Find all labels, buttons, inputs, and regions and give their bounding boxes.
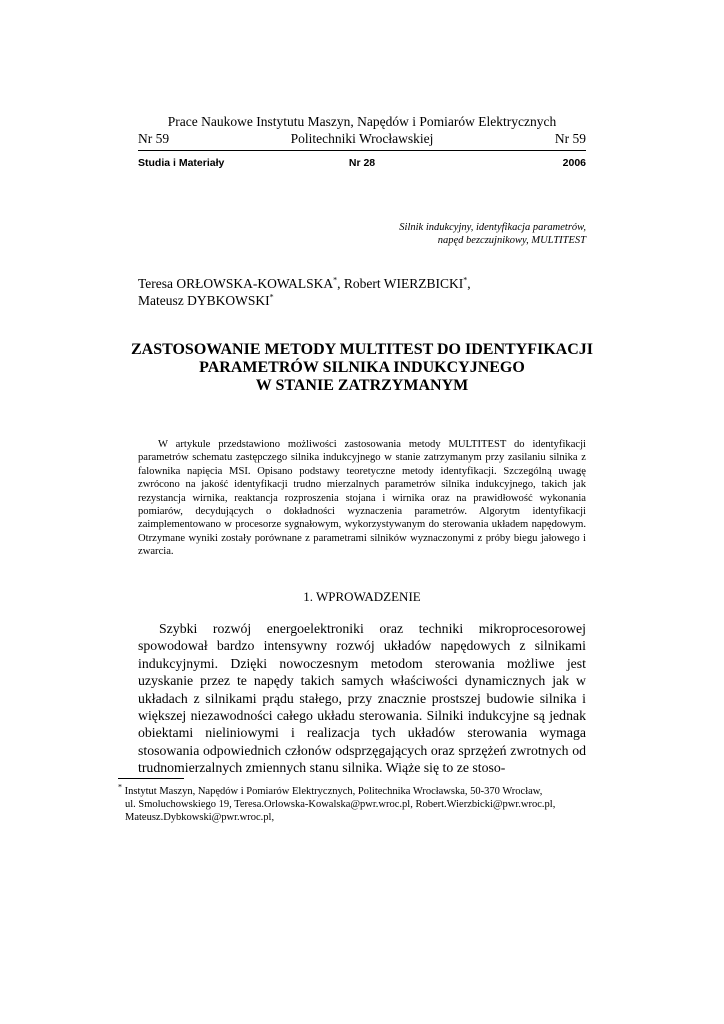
title-line: ZASTOSOWANIE METODY MULTITEST DO IDENTYFIKACJI [130,341,594,358]
footnote-rule [118,778,184,779]
affiliation-mark: * [463,275,468,285]
author-name: Mateusz DYBKOWSKI [138,293,270,308]
keywords-line: Silnik indukcyjny, identyfikacja parametrów, [399,222,586,233]
series-label: Studia i Materiały [138,157,225,169]
issue-number-left: Nr 59 [138,131,170,146]
footnote-line: Mateusz.Dybkowski@pwr.wroc.pl, [125,812,275,824]
title-line: W STANIE ZATRZYMANYM [255,377,469,394]
series-year: 2006 [562,157,586,169]
section-heading: 1. WPROWADZENIE [303,589,421,604]
series-number: Nr 28 [348,157,376,169]
author-separator: , [467,276,471,291]
author-line-2 [138,292,586,309]
footnote-mark: * [118,782,122,792]
journal-title-line2: Politechniki Wrocławskiej [290,131,434,146]
affiliation-mark: * [269,292,274,302]
keywords-line: napęd bezczujnikowy, MULTITEST [437,235,586,246]
footnote [118,782,598,825]
author-list [138,275,586,309]
author-name: Robert WIERZBICKI [343,276,464,291]
title-line: PARAMETRÓW SILNIKA INDUKCYJNEGO [199,359,525,376]
footnote-line: ul. Smoluchowskiego 19, Teresa.Orlowska-Kowalska@pwr.wroc.pl, Robert.Wierzbicki@pwr.wroc.pl, [125,799,556,811]
journal-title-line1: Prace Naukowe Instytutu Maszyn, Napędów i Pomiarów Elektrycznych [167,114,557,129]
issue-number-right: Nr 59 [554,131,586,146]
keywords [300,221,586,247]
abstract: W artykule przedstawiono możliwości zastosowania metody MULTITEST do identyfikacji parametrów schematu zastępczego silnika indukcyjnego w stanie zatrzymanym przy zasilaniu silnika z falownika napięcia MSI. Opisano podstawy teoretyczne metody identyfikacji. Szczególną uwagę zwrócono na jakość identyfikacji trudno mierzalnych parametrów silnika indukcyjnego, takich jak rezystancja wirnika, reaktancja rozproszenia stojana i wirnika oraz na prawidłowość wykonania pomiarów, decydujących o dokładności wyznaczenia parametrów. Algorytm identyfikacji zaimplementowano w procesorze sygnałowym, wykorzystywanym do sterowania układem napędowym. Otrzymane wyniki zostały porównane z parametrami silników wyznaczonymi z próby biegu jałowego i zwarcia. [138,439,586,558]
paper-title [110,341,614,395]
author-name: Teresa ORŁOWSKA-KOWALSKA [138,276,334,291]
section-body-paragraph: Szybki rozwój energoelektroniki oraz techniki mikroprocesorowej spowodował bardzo intensywny rozwój układów napędowych z silnikami indukcyjnymi. Dzięki nowoczesnym metodom sterowania możliwe jest uzyskanie przez te napędy takich samych właściwości dynamicznych jak w układach z silnikami prądu stałego, przy znacznie prostszej budowie silnika i większej niezawodności całego układu sterowania. Silniki indukcyjne są jednak obiektami nieliniowymi i realizacja tych układów sterowania wymaga stosowania odpowiednich członów odsprzęgających oraz sprzężeń zwrotnych od trudnomierzalnych zmiennych stanu silnika. Wiąże się to ze stoso- [138,621,586,776]
affiliation-mark: * [333,275,338,285]
author-separator: , [337,276,344,291]
header-rule [138,150,586,151]
author-line-1 [138,275,586,292]
footnote-line: * Instytut Maszyn, Napędów i Pomiarów Elektrycznych, Politechnika Wrocławska, 50-370 Wrocław, [118,782,543,797]
